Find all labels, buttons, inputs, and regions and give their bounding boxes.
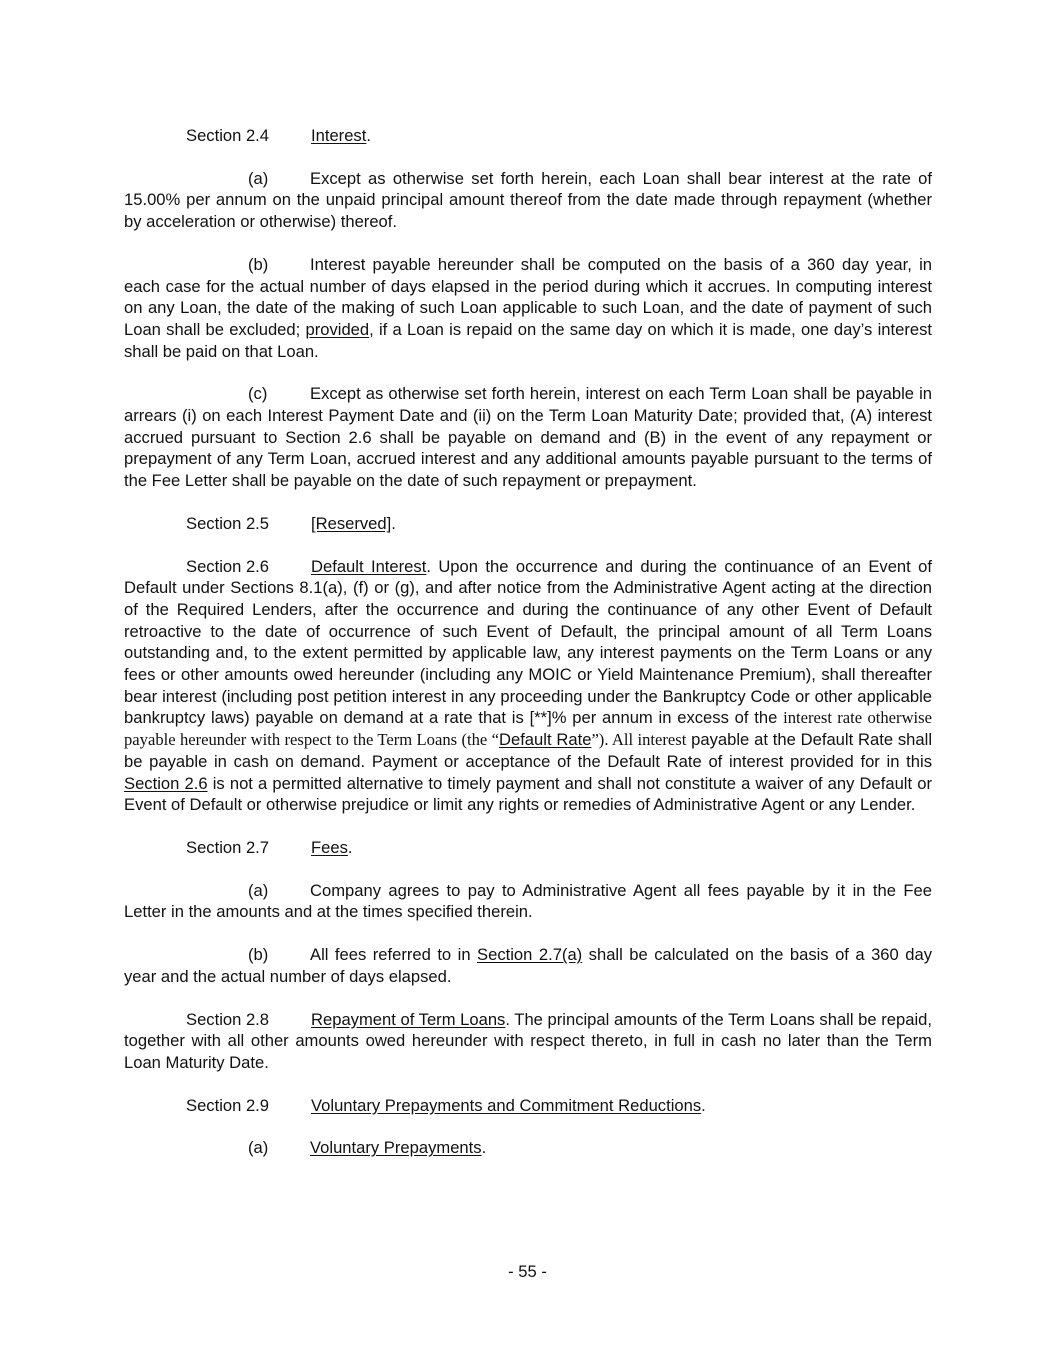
section-title: Repayment of Term Loans <box>311 1009 506 1029</box>
clause-text-continued: shall be calculated on the basis of a 360 day year and the actual number of days elapsed. <box>124 945 932 986</box>
section-number: Section 2.5 <box>186 513 270 533</box>
section-2-4-c <box>124 383 932 492</box>
section-2-7-a <box>124 880 932 923</box>
default-rate-term: Default Rate <box>498 730 592 750</box>
clause-label: (b) <box>248 945 269 965</box>
section-text: The principal amounts of the Term Loans shall be repaid, together with all other amounts owed hereunder with respect thereto, in full in cash no later than the Term Loan Maturity Date. <box>124 1009 932 1072</box>
section-number: Section 2.6 <box>186 556 270 576</box>
section-2-4-a <box>124 168 932 233</box>
section-number: Section 2.8 <box>186 1009 270 1029</box>
section-text-continued: payable at the Default Rate shall be payable in cash on demand. Payment or acceptance of the Default Rate of interest provided for in this <box>124 730 933 771</box>
clause-text: Except as otherwise set forth herein, interest on each Term Loan shall be payable in arrears (i) on each Interest Payment Date and (ii) on the Term Loan Maturity Date; provided that, (A) interest accrued pursuant to Section 2.6 shall be payable on demand and (B) in the event of any repayment or prepayment of any Term Loan, accrued interest and any additional amounts payable pursuant to the terms of the Fee Letter shall be payable on the date of such repayment or prepayment. <box>124 384 932 491</box>
section-title: Voluntary Prepayments and Commitment Reductions <box>311 1095 702 1115</box>
clause-text: Company agrees to pay to Administrative Agent all fees payable by it in the Fee Letter in the amounts and at the times specified therein. <box>124 880 932 922</box>
section-2-6: Section 2.6 Default Interest. Upon the occurrence and during the continuance of an Event of Default under Sections 8.1(a), (f) or (g), and after notice from the Administrative Agent acting at the direction of the Required Lenders, after the occurrence and during the continuance of any other Event of Default retroactive to the date of occurrence of such Event of Default, the principal amount of all Term Loans outstanding and, to the extent permitted by applicable law, any interest payments on the Term Loans or any fees or other amounts owed hereunder (including any MOIC or Yield Maintenance Premium), shall thereafter bear interest (including post petition interest in any proceeding under the Bankruptcy Code or other applicable bankruptcy laws) payable on demand at a rate that is [**]% per annum in excess of the interest rate otherwise payable hereunder with respect to the Term Loans (the “Default Rate”). All interest payable at the Default Rate shall be payable in cash on demand. Payment or acceptance of the Default Rate of interest provided for in this Section 2.6 is not a permitted alternative to timely payment and shall not constitute a waiver of any Default or Event of Default or otherwise prejudice or limit any rights or remedies of Administrative Agent or any Lender. <box>124 556 933 815</box>
clause-text: Interest payable hereunder shall be computed on the basis of a 360 day year, in each case for the actual number of days elapsed in the period during which it accrues. In computing interest on any Loan, the date of the making of such Loan applicable to such Loan, and the date of payment of such Loan shall be excluded; <box>124 254 932 339</box>
clause-label: (a) <box>248 168 269 188</box>
section-reference: Section 2.6 <box>124 773 208 793</box>
clause-label: (a) <box>248 1138 269 1158</box>
section-2-8: Section 2.8 Repayment of Term Loans. The principal amounts of the Term Loans shall be repaid, together with all other amounts owed hereunder with respect thereto, in full in cash no later than the Term Loan Maturity Date. <box>124 1009 932 1072</box>
clause-label: (b) <box>248 254 269 274</box>
section-2-9-a-heading: (a) Voluntary Prepayments. <box>248 1138 487 1158</box>
clause-title: Voluntary Prepayments <box>310 1138 482 1158</box>
clause-text: All fees referred to in <box>310 945 478 965</box>
clause-label: (a) <box>248 880 269 900</box>
section-reference: Section 2.7(a) <box>477 945 583 965</box>
page-number: - 55 - <box>508 1262 547 1281</box>
section-number: Section 2.4 <box>186 126 270 145</box>
section-title: Default Interest <box>311 556 427 576</box>
section-title: [Reserved] <box>311 513 392 533</box>
section-2-4-b <box>124 254 932 363</box>
clause-text-continued: , if a Loan is repaid on the same day on which it is made, one day’s interest shall be paid on that Loan. <box>124 319 932 361</box>
provided-term: provided <box>305 319 370 339</box>
section-text: Upon the occurrence and during the continuance of an Event of Default under Sections 8.1(a), (f) or (g), and after notice from the Administrative Agent acting at the direction of the Required Lenders, after the occurrence and during the continuance of any other Event of Default retroactive to the date of occurrence of such Event of Default, the principal amount of all Term Loans outstanding and, to the extent permitted by applicable law, any interest payments on the Term Loans or any fees or other amounts owed hereunder (including any MOIC or Yield Maintenance Premium), shall thereafter bear interest (including post petition interest in any proceeding under the Bankruptcy Code or other applicable bankruptcy laws) payable on demand at a rate that is [**]% per annum in excess of the <box>124 556 932 728</box>
section-title: Interest <box>311 126 367 145</box>
clause-label: (c) <box>248 384 268 404</box>
document-page <box>124 125 932 1180</box>
section-2-4-heading: Section 2.4 Interest. <box>186 126 371 145</box>
section-2-7-b <box>124 944 932 987</box>
clause-text: Except as otherwise set forth herein, each Loan shall bear interest at the rate of 15.00% per annum on the unpaid principal amount thereof from the date made through repayment (whether by acceleration or otherwise) thereof. <box>124 168 932 232</box>
section-number: Section 2.9 <box>186 1095 270 1115</box>
section-title: Fees <box>311 837 348 857</box>
section-text-serif: interest rate otherwise payable hereunder with respect to the Term Loans (the “ <box>124 708 932 750</box>
section-2-7-heading: Section 2.7 Fees. <box>186 837 353 857</box>
section-text-serif-close: ”). All interest <box>591 730 687 750</box>
section-2-5-heading: Section 2.5 [Reserved]. <box>186 513 396 533</box>
section-2-9-heading: Section 2.9 Voluntary Prepayments and Commitment Reductions. <box>186 1095 706 1115</box>
section-text-end: is not a permitted alternative to timely payment and shall not constitute a waiver of any Default or Event of Default or otherwise prejudice or limit any rights or remedies of Administrative Agent or any Lender. <box>124 773 932 815</box>
section-number: Section 2.7 <box>186 837 270 857</box>
